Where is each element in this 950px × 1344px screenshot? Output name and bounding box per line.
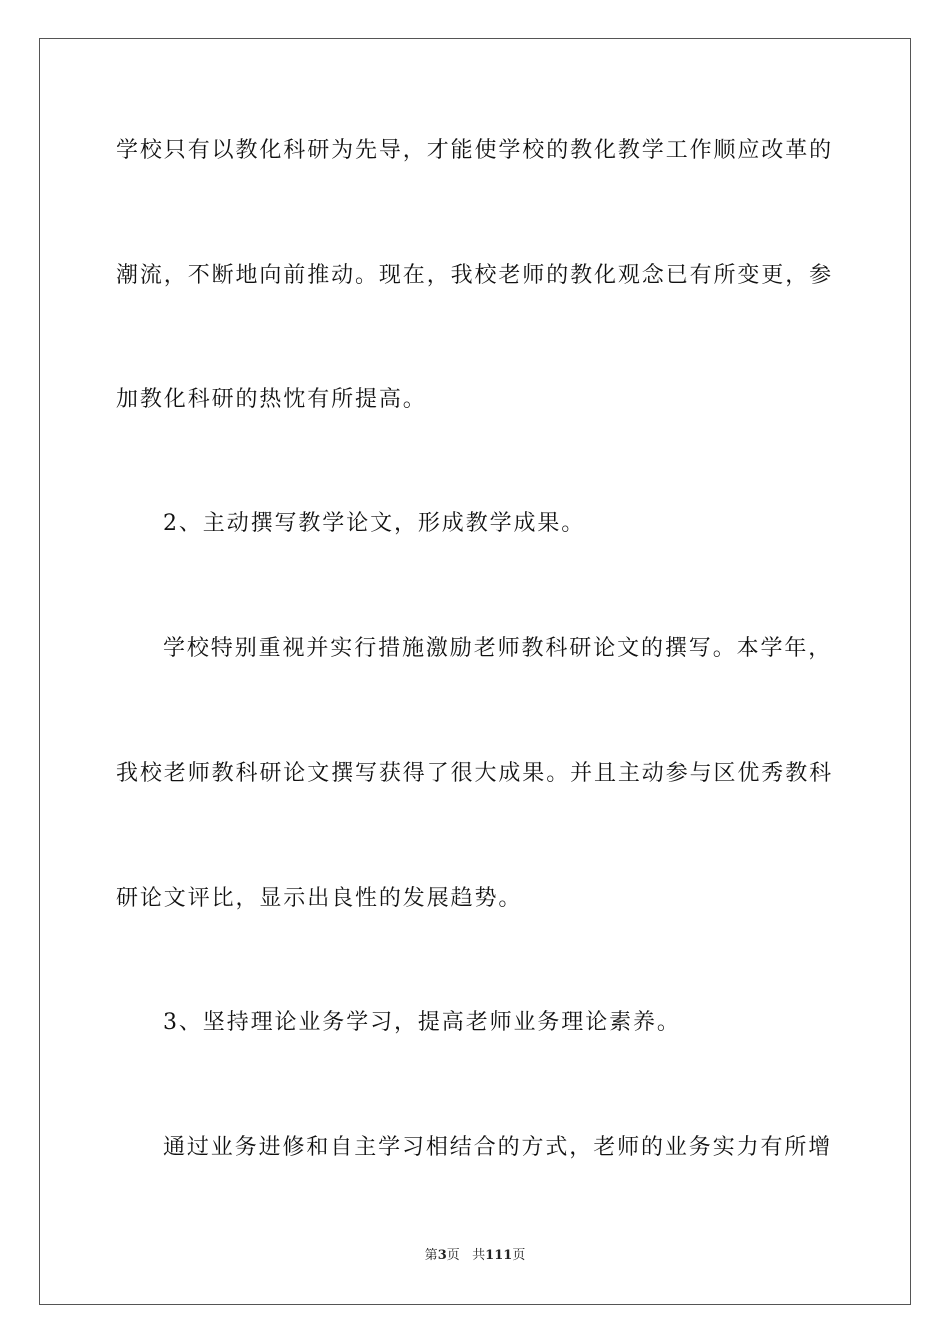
body-line-1: 学校只有以教化科研为先导，才能使学校的教化教学工作顺应改革的 xyxy=(116,138,834,163)
footer-page-number: 3 xyxy=(437,1248,447,1263)
footer-total-pages: 111 xyxy=(485,1248,513,1263)
section-heading-2: 2、主动撰写教学论文，形成教学成果。 xyxy=(163,511,586,536)
section-heading-3: 3、坚持理论业务学习，提高老师业务理论素养。 xyxy=(163,1010,681,1035)
footer-total-prefix: 共 xyxy=(472,1248,486,1263)
body-line-4: 学校特别重视并实行措施激励老师教科研论文的撰写。本学年， xyxy=(163,636,833,661)
body-line-3: 加教化科研的热忱有所提高。 xyxy=(116,387,427,412)
footer-page-prefix: 第 xyxy=(424,1248,438,1263)
body-line-2: 潮流，不断地向前推动。现在，我校老师的教化观念已有所变更，参 xyxy=(116,263,834,288)
body-line-6: 研论文评比，显示出良性的发展趋势。 xyxy=(116,886,523,911)
footer-page-suffix: 页 xyxy=(446,1248,460,1263)
page-border xyxy=(39,38,911,1305)
footer-total-suffix: 页 xyxy=(512,1248,526,1263)
body-line-7: 通过业务进修和自主学习相结合的方式，老师的业务实力有所增 xyxy=(163,1135,833,1160)
page-footer xyxy=(0,1247,950,1265)
body-line-5: 我校老师教科研论文撰写获得了很大成果。并且主动参与区优秀教科 xyxy=(116,761,834,786)
